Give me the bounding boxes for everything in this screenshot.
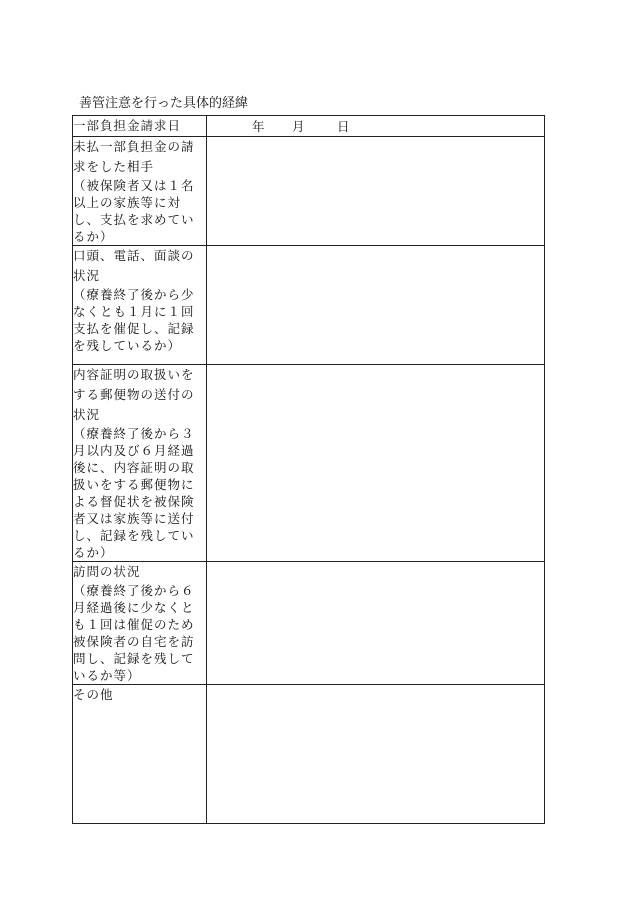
row-note: （療養終了後から少なくとも１月に１回支払を催促し、記録を残しているか） (73, 287, 195, 353)
row-label: 訪問の状況 (73, 564, 141, 579)
label-cell (73, 685, 207, 824)
day-unit: 日 (337, 119, 350, 134)
table-row (73, 246, 545, 365)
table-row (73, 685, 545, 824)
verbal-phone-interview-field[interactable] (207, 246, 545, 365)
label-cell (73, 137, 207, 246)
table-row (73, 116, 545, 137)
table-row (73, 365, 545, 562)
label-cell (73, 562, 207, 685)
date-fields (207, 116, 544, 136)
row-note: （療養終了後から６月経過後に少なくとも１回は催促のため被保険者の自宅を訪問し、記録を残しているか等） (73, 583, 195, 683)
row-label: 口頭、電話、面談の状況 (73, 248, 195, 283)
home-visit-field[interactable] (207, 562, 545, 685)
row-note: （被保険者又は１名以上の家族等に対し、支払を求めているか） (73, 178, 195, 244)
certified-mail-field[interactable] (207, 365, 545, 562)
table-row (73, 137, 545, 246)
table-row (73, 562, 545, 685)
label-cell (73, 116, 207, 137)
request-date-field[interactable] (207, 116, 545, 137)
year-unit: 年 (252, 119, 265, 134)
diligence-record-table (72, 115, 545, 824)
page-title: 善管注意を行った具体的経緯 (79, 96, 249, 111)
label-cell (73, 365, 207, 562)
row-label: 未払一部負担金の請求をした相手 (73, 139, 195, 174)
label-cell (73, 246, 207, 365)
row-label: 内容証明の取扱いをする郵便物の送付の状況 (73, 367, 195, 422)
month-unit: 月 (292, 119, 305, 134)
row-label: その他 (73, 687, 114, 702)
other-field[interactable] (207, 685, 545, 824)
billing-target-field[interactable] (207, 137, 545, 246)
row-label: 一部負担金請求日 (73, 118, 182, 133)
row-note: （療養終了後から３月以内及び６月経過後に、内容証明の取扱いをする郵便物による督促状を被保険者又は家族等に送付し、記録を残しているか） (73, 426, 195, 560)
